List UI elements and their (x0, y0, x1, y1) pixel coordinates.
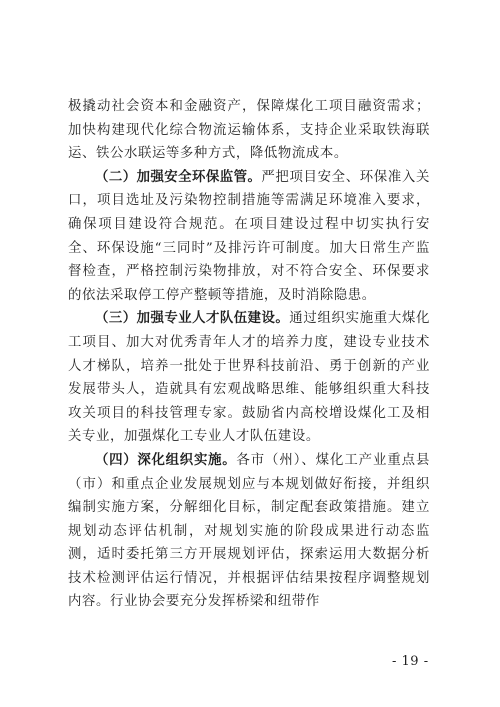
section-heading-safety: （二）加强安全环保监管。 (95, 169, 262, 185)
paragraph-implementation (68, 449, 430, 614)
paragraph-safety-environment (68, 166, 430, 308)
paragraph-financing-logistics (68, 95, 430, 166)
paragraph-talent-team (68, 307, 430, 449)
paragraph-text: 通过组织实施重大煤化工项目、加大对优秀青年人才的培养力度，建设专业技术人才梯队，培养一批处于世界科技前沿、勇于创新的产业发展带头人，造就具有宏观战略思维、能够组织重大科技攻关项目的科技管理专家。鼓励省内高校增设煤化工及相关专业，加强煤化工专业人才队伍建设。 (68, 311, 430, 445)
paragraph-text: 各市（州）、煤化工产业重点县（市）和重点企业发展规划应与本规划做好衔接，并组织编制实施方案，分解细化目标，制定配套政策措施。建立规划动态评估机制，对规划实施的阶段成果进行动态监测，适时委托第三方开展规划评估，探索运用大数据分析技术检测评估运行情况，并根据评估结果按程序调整规划内容。行业协会要充分发挥桥梁和纽带作 (68, 452, 431, 610)
document-body (68, 95, 430, 614)
page-number: - 19 - (392, 654, 429, 669)
section-heading-implementation: （四）深化组织实施。 (95, 452, 237, 468)
paragraph-text: 极撬动社会资本和金融资产，保障煤化工项目融资需求；加快构建现代化综合物流运输体系，支持企业采取铁海联运、铁公水联运等多种方式，降低物流成本。 (68, 99, 430, 162)
section-heading-talent: （三）加强专业人才队伍建设。 (95, 311, 290, 327)
paragraph-text: 严把项目安全、环保准入关口，项目选址及污染物控制措施等需满足环境准入要求，确保项目建设符合规范。在项目建设过程中切实执行安全、环保设施“三同时”及排污许可制度。加大日常生产监督检查，严格控制污染物排放，对不符合安全、环保要求的依法采取停工停产整顿等措施，及时消除隐患。 (68, 169, 430, 303)
